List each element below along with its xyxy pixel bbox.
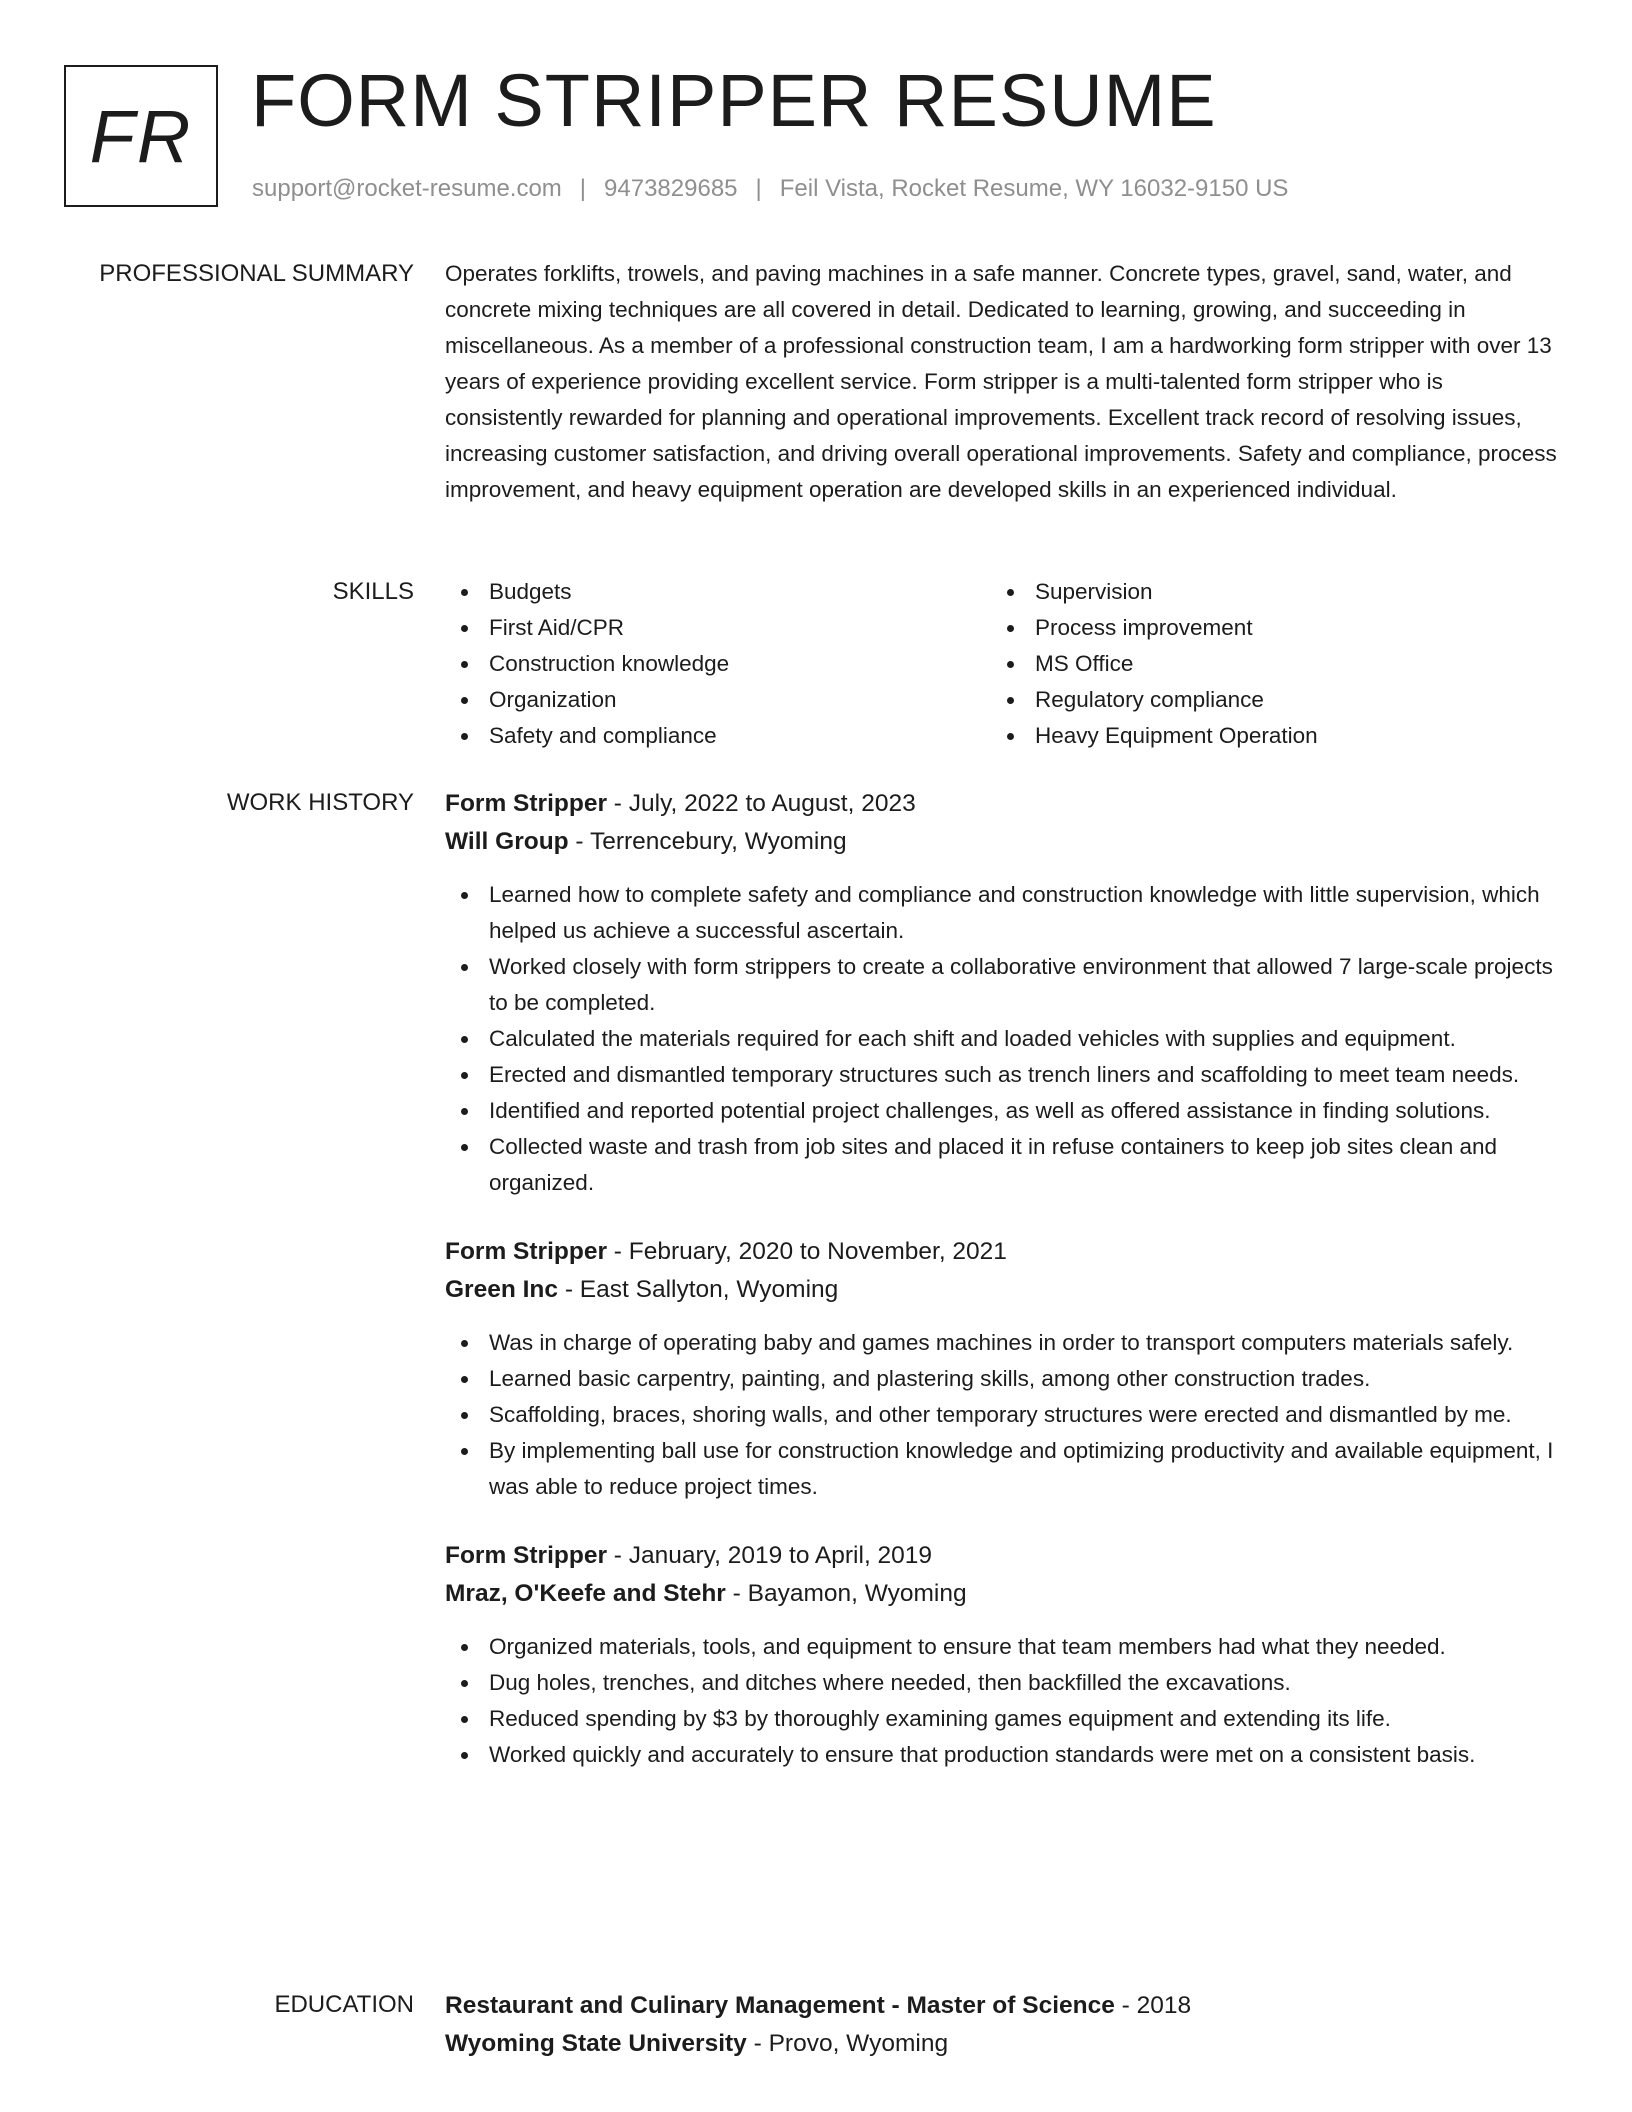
skills-grid [445,574,1565,754]
summary-text: Operates forklifts, trowels, and paving machines in a safe manner. Concrete types, gravel, sand, water, and concrete mixing techniques are all covered in detail. Dedicated to learning, growing, and succeeding in miscellaneous. As a member of a professional construction team, I am a hardworking form stripper with over 13 years of experience providing excellent service. Form stripper is a multi-talented form stripper who is consistently rewarded for planning and operational improvements. Excellent track record of resolving issues, increasing customer satisfaction, and driving overall operational improvements. Safety and compliance, process improvement, and heavy equipment operation are developed skills in an experienced individual. [445,261,1557,502]
contact-line [252,172,1288,206]
education-year: - 2018 [1114,1992,1192,2019]
job-bullet: Calculated the materials required for each shift and loaded vehicles with supplies and equipment. [445,1021,1565,1057]
skill-item: Supervision [991,574,1537,610]
section-heading-summary: PROFESSIONAL SUMMARY [99,260,414,287]
job-bullet: Organized materials, tools, and equipment to ensure that team members had what they needed. [445,1629,1565,1665]
job-bullet: Dug holes, trenches, and ditches where needed, then backfilled the excavations. [445,1665,1565,1701]
job-company-line [445,1271,1565,1309]
job-bullet: Reduced spending by $3 by thoroughly examining games equipment and extending its life. [445,1701,1565,1737]
job-dates: - February, 2020 to November, 2021 [607,1238,1007,1265]
job-title-line [445,1537,1565,1575]
skill-item: First Aid/CPR [445,610,991,646]
education-degree-line [445,1987,1565,2025]
job-company-line [445,1575,1565,1613]
job-company-line [445,823,1565,861]
job-company: Mraz, O'Keefe and Stehr [445,1580,726,1607]
job-company: Will Group [445,828,569,855]
contact-address: Feil Vista, Rocket Resume, WY 16032-9150 US [779,175,1289,202]
job-entry [445,785,1565,1201]
skill-item: Budgets [445,574,991,610]
section-heading-skills: SKILLS [332,578,414,605]
skills-list-left [445,574,991,754]
job-location: - East Sallyton, Wyoming [558,1276,839,1303]
job-title: Form Stripper [445,790,607,817]
job-bullet: Was in charge of operating baby and games machines in order to transport computers materials safely. [445,1325,1565,1361]
job-location: - Terrencebury, Wyoming [568,828,847,855]
job-entry [445,1537,1565,1773]
job-dates: - July, 2022 to August, 2023 [607,790,916,817]
job-company: Green Inc [445,1276,559,1303]
job-title: Form Stripper [445,1542,607,1569]
skill-item: Safety and compliance [445,718,991,754]
job-dates: - January, 2019 to April, 2019 [607,1542,933,1569]
job-bullet: Collected waste and trash from job sites and placed it in refuse containers to keep job sites clean and organized. [445,1129,1565,1201]
skill-item: Process improvement [991,610,1537,646]
skill-item: Heavy Equipment Operation [991,718,1537,754]
section-heading-education: EDUCATION [274,1991,414,2018]
education-school-line [445,2025,1565,2063]
page-title: FORM STRIPPER RESUME [251,59,1217,142]
skill-item: Regulatory compliance [991,682,1537,718]
job-title-line [445,1233,1565,1271]
job-bullet: Worked quickly and accurately to ensure that production standards were met on a consistent basis. [445,1737,1565,1773]
section-heading-work-history: WORK HISTORY [226,789,414,816]
job-bullet: Learned basic carpentry, painting, and plastering skills, among other construction trades. [445,1361,1565,1397]
contact-email[interactable]: support@rocket-resume.com [252,175,562,202]
monogram-initials: FR [89,94,193,178]
contact-phone[interactable]: 9473829685 [604,175,738,202]
education-school: Wyoming State University [445,2030,747,2057]
job-bullet: Scaffolding, braces, shoring walls, and other temporary structures were erected and dismantled by me. [445,1397,1565,1433]
job-bullet: Identified and reported potential project challenges, as well as offered assistance in finding solutions. [445,1093,1565,1129]
contact-separator: | [755,175,762,202]
skill-item: MS Office [991,646,1537,682]
monogram-box [64,65,218,207]
education-degree: Restaurant and Culinary Management - Master of Science [445,1992,1115,2019]
job-title: Form Stripper [445,1238,607,1265]
job-bullets [445,877,1565,1201]
job-bullet: Erected and dismantled temporary structures such as trench liners and scaffolding to meet team needs. [445,1057,1565,1093]
job-title-line [445,785,1565,823]
job-bullets [445,1629,1565,1773]
job-bullet: By implementing ball use for construction knowledge and optimizing productivity and available equipment, I was able to reduce project times. [445,1433,1565,1505]
job-bullet: Learned how to complete safety and compliance and construction knowledge with little supervision, which helped us achieve a successful ascertain. [445,877,1565,949]
education-location: - Provo, Wyoming [746,2030,949,2057]
job-location: - Bayamon, Wyoming [725,1580,967,1607]
skill-item: Organization [445,682,991,718]
skill-item: Construction knowledge [445,646,991,682]
job-bullets [445,1325,1565,1505]
job-entry [445,1233,1565,1505]
job-bullet: Worked closely with form strippers to create a collaborative environment that allowed 7 large-scale projects to be completed. [445,949,1565,1021]
contact-separator: | [579,175,587,202]
skills-list-right [991,574,1537,754]
